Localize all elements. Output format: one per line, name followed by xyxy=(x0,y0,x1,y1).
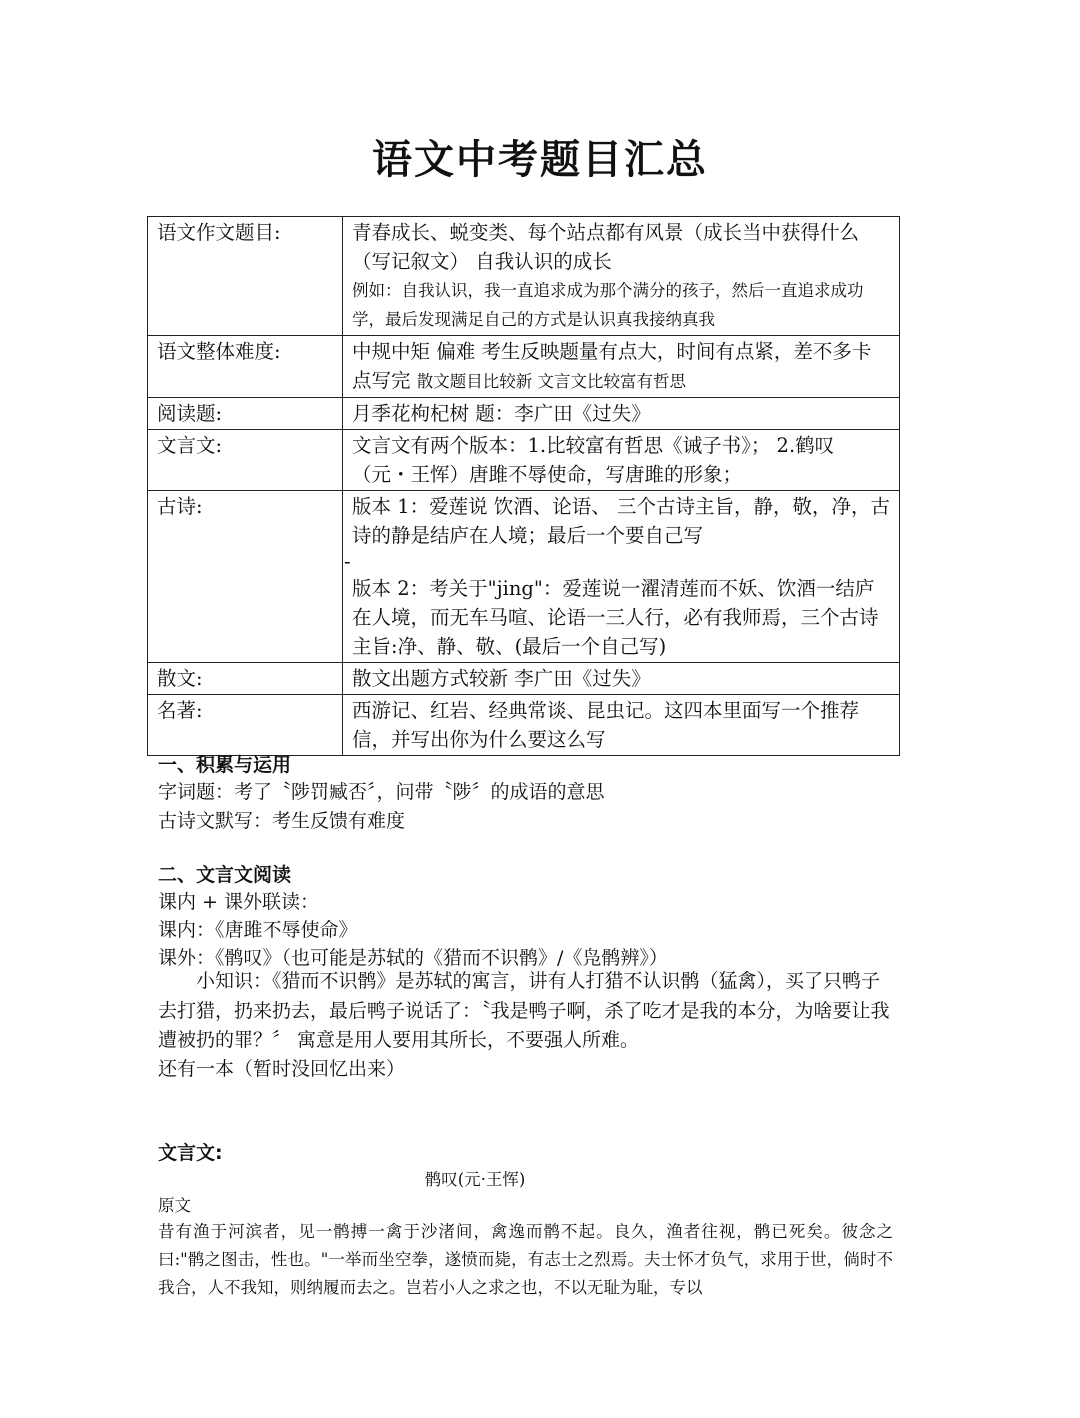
row-text: 青春成长、蜕变类、每个站点都有风景（成长当中获得什么（写记叙文） 自我认识的成长 xyxy=(352,221,860,273)
row-content: 散文出题方式较新 李广田《过失》 xyxy=(343,663,900,695)
table-row xyxy=(148,491,900,663)
row-dash: - xyxy=(344,550,351,573)
row-content: 文言文有两个版本：1.比较富有哲思《诫子书》； 2.鹤叹（元・王恽）唐雎不辱使命，写唐雎的形象； xyxy=(343,430,900,491)
row-content xyxy=(343,336,900,398)
text-line: 字词题：考了〝陟罚臧否〞，问带〝陟〞的成语的意思 xyxy=(158,781,605,803)
section-heading: 二、文言文阅读 xyxy=(158,864,292,886)
original-label: 原文 xyxy=(158,1196,191,1215)
row-content xyxy=(343,217,900,336)
row-label: 古诗: xyxy=(148,491,343,663)
text-line: 课内 + 课外联读： xyxy=(158,891,319,913)
summary-table xyxy=(147,216,900,756)
section-heading: 一、积累与运用 xyxy=(158,754,292,776)
section-heading: 文言文: xyxy=(158,1142,223,1164)
text-line: 课内：《唐雎不辱使命》 xyxy=(158,919,358,941)
table-row xyxy=(148,398,900,430)
row-label: 名著: xyxy=(148,695,343,756)
row-text: 中规中矩 偏难 考生反映题量有点大，时间有点紧，差不多卡点写完 xyxy=(352,340,872,392)
paragraph xyxy=(158,967,893,1056)
table-row xyxy=(148,336,900,398)
row-label: 语文作文题目: xyxy=(148,217,343,336)
text-subtitle: 鹘叹(元·王恽) xyxy=(424,1170,526,1189)
row-label: 散文: xyxy=(148,663,343,695)
row-example: 例如：自我认识，我一直追求成为那个满分的孩子，然后一直追求成功学，最后发现满足自己的方式是认识真我接纳真我 xyxy=(352,281,864,329)
table-row xyxy=(148,663,900,695)
table-row xyxy=(148,695,900,756)
text-line: 还有一本（暂时没回忆出来） xyxy=(158,1058,406,1080)
row-content: 月季花枸杞树 题：李广田《过失》 xyxy=(343,398,900,430)
row-content xyxy=(343,491,900,663)
text-line: 古诗文默写：考生反馈有难度 xyxy=(158,810,406,832)
row-text: 版本 2：考关于"jing"：爱莲说一濯清莲而不妖、饮酒一结庐在人境，而无车马喧、论语一三人行，必有我师焉，三个古诗主旨:净、静、敬、(最后一个自己写) xyxy=(352,577,879,658)
page-title: 语文中考题目汇总 xyxy=(372,137,708,183)
row-label: 文言文: xyxy=(148,430,343,491)
row-text-small: 散文题目比较新 文言文比较富有哲思 xyxy=(416,372,686,391)
row-label: 语文整体难度: xyxy=(148,336,343,398)
original-text: 昔有渔于河滨者，见一鹘搏一禽于沙渚间，禽逸而鹘不起。良久，渔者往视，鹘已死矣。彼念之曰:"鹘之图击，性也。"一举而坐空拳，遂愤而毙，有志士之烈焉。夫士怀才负气，求用于世，倘时不我合，人不我知，则纳履而去之。岂若小人之求之也，不以无耻为耻，专以 xyxy=(158,1222,893,1297)
table-row xyxy=(148,217,900,336)
paragraph-text: 小知识：《猎而不识鹘》是苏轼的寓言，讲有人打猎不认识鹘（猛禽），买了只鸭子去打猎，扔来扔去，最后鸭子说话了：〝我是鸭子啊，杀了吃才是我的本分，为啥要让我遭被扔的罪？〞 寓意是用人要用其所长，不要强人所难。 xyxy=(158,970,890,1051)
row-content: 西游记、红岩、经典常谈、昆虫记。这四本里面写一个推荐信，并写出你为什么要这么写 xyxy=(343,695,900,756)
row-text: 版本 1：爱莲说 饮酒、论语、 三个古诗主旨，静，敬，净，古诗的静是结庐在人境；最后一个要自己写 xyxy=(352,495,891,547)
row-label: 阅读题: xyxy=(148,398,343,430)
text-line: 课外：《鹘叹》（也可能是苏轼的《猎而不识鹘》/《凫鹘辨》） xyxy=(158,947,668,969)
table-row xyxy=(148,430,900,491)
